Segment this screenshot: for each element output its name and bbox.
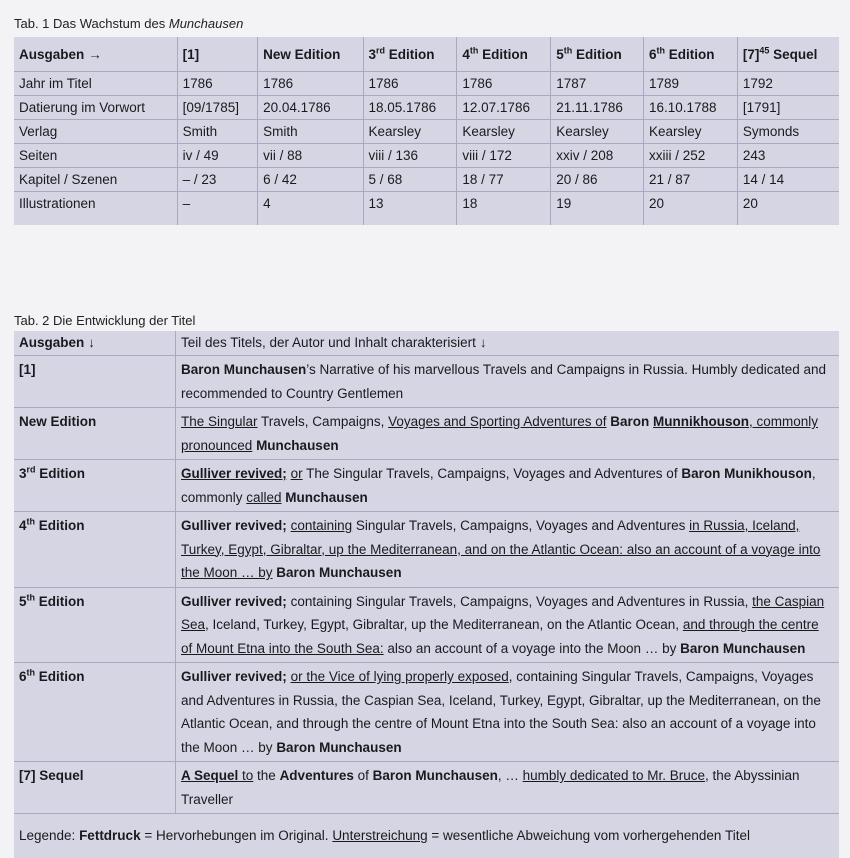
table1-header-edition: [363, 37, 457, 72]
title-segment: humbly dedicated to Mr. Bruce: [522, 768, 705, 783]
title-segment: Munnikhouson: [653, 414, 750, 429]
table1-header-row: [14, 37, 839, 72]
table-cell: [14, 215, 177, 225]
title-segment: in Russia, Iceland, Turkey, Egypt, Gibraltar, up the Mediterranean, and on the Atlantic Ocean: also an account of a voyage into the Moon … by: [181, 518, 821, 580]
table-cell: Kearsley: [551, 120, 644, 144]
table-cell: 18: [457, 192, 551, 216]
row-label: Jahr im Titel: [14, 72, 177, 96]
arrow-down-icon: ↓: [479, 335, 487, 350]
edition-cell: [14, 512, 176, 588]
edition-label: Edition: [478, 46, 528, 62]
table1-header-label: Ausgaben →: [14, 37, 177, 72]
table-cell: Kearsley: [363, 120, 457, 144]
title-segment: the Caspian Sea: [181, 593, 825, 632]
table-cell: 21 / 87: [643, 168, 737, 192]
table-cell: 21.11.1786: [551, 96, 644, 120]
title-segment: , …: [497, 768, 523, 783]
table-cell: – / 23: [177, 168, 257, 192]
title-segment: Munchausen: [252, 437, 339, 453]
edition-number: 4: [462, 46, 470, 62]
table-row: [14, 192, 839, 216]
title-cell: [176, 762, 840, 814]
table2-caption: Tab. 2 Die Entwicklung der Titel: [14, 313, 196, 328]
edition-label: Edition: [35, 466, 86, 481]
table-row: [14, 408, 839, 460]
edition-cell: [14, 408, 176, 460]
edition-number: [7] Sequel: [19, 768, 84, 783]
legend-underline-term: Unterstreichung: [332, 828, 428, 843]
table-cell: [177, 215, 257, 225]
edition-ordinal-suffix: 45: [759, 45, 770, 55]
table-cell: [737, 215, 839, 225]
table1: [14, 37, 839, 225]
title-segment: or: [290, 466, 303, 481]
title-segment: Baron: [606, 414, 654, 429]
title-segment: to: [238, 768, 254, 783]
legend: [14, 814, 839, 858]
title-segment: containing Singular Travels, Campaigns, Voyages and Adventures in Russia,: [286, 593, 753, 609]
edition-number: 5: [19, 593, 27, 609]
table-cell: 20 / 86: [551, 168, 644, 192]
title-segment: the: [253, 768, 280, 783]
title-segment: Gulliver revived;: [181, 593, 287, 609]
edition-ordinal-suffix: rd: [26, 464, 36, 475]
table-row: [14, 762, 839, 814]
title-cell: [176, 663, 840, 762]
edition-label: Edition: [35, 593, 85, 609]
table-cell: 18 / 77: [457, 168, 551, 192]
table-cell: 4: [258, 192, 363, 216]
table2: [14, 331, 839, 858]
edition-ordinal-suffix: th: [26, 516, 36, 527]
table-row: [14, 460, 839, 512]
title-segment: Gulliver revived;: [181, 466, 287, 481]
table-cell: 1789: [643, 72, 737, 96]
table-row: [14, 663, 839, 762]
table-cell: [1791]: [737, 96, 839, 120]
table-row: [14, 356, 839, 408]
title-segment: called: [246, 489, 282, 505]
legend-underline-desc: = wesentliche Abweichung vom vorhergehenden Titel: [427, 828, 750, 843]
table-cell: Kearsley: [643, 120, 737, 144]
table1-header-edition: [258, 37, 363, 72]
edition-ordinal-suffix: th: [469, 45, 479, 55]
edition-number: 3: [368, 46, 377, 62]
edition-ordinal-suffix: th: [563, 45, 573, 55]
table-row: [14, 144, 839, 168]
table-cell: Smith: [177, 120, 257, 144]
row-label: Verlag: [14, 120, 177, 144]
table-cell: 13: [363, 192, 457, 216]
edition-label: Edition: [385, 46, 435, 62]
table-cell: Symonds: [737, 120, 839, 144]
table-row: [14, 168, 839, 192]
title-segment: , commonly: [181, 466, 816, 505]
edition-label: Edition: [664, 46, 715, 62]
legend-prefix: Legende:: [19, 828, 80, 843]
edition-cell: [14, 762, 176, 814]
table2-header-editions: Ausgaben ↓: [14, 331, 176, 356]
table-cell: 20: [742, 196, 758, 211]
row-label: Kapitel / Szenen: [14, 168, 177, 192]
edition-label: Sequel: [769, 46, 818, 62]
title-segment: A Sequel: [181, 768, 239, 783]
table1-header-edition: [177, 37, 257, 72]
title-segment: Munchausen: [281, 489, 368, 505]
title-cell: [176, 356, 840, 408]
edition-number: New Edition: [263, 46, 341, 62]
title-segment: , Iceland, Turkey, Egypt, Gibraltar, up the Mediterranean, on the Atlantic Ocean,: [205, 617, 683, 632]
title-segment: Voyages and Sporting Adventures of: [388, 414, 607, 429]
row-label: Illustrationen: [14, 192, 177, 216]
edition-cell: [14, 663, 176, 762]
title-cell: [176, 587, 840, 663]
title-segment: Travels, Campaigns,: [257, 414, 389, 429]
title-segment: Adventures: [279, 768, 354, 783]
table-cell: 14 / 14: [737, 168, 839, 192]
table-cell: [643, 215, 737, 225]
table-cell: 1786: [258, 72, 363, 96]
table-cell: xxiv / 208: [551, 144, 644, 168]
table1-header-edition: [737, 37, 839, 72]
table-cell: 1786: [363, 72, 457, 96]
edition-number: New Edition: [19, 414, 97, 429]
arrow-down-icon: ↓: [88, 335, 96, 350]
table-cell: iv / 49: [177, 144, 257, 168]
table-cell: 5 / 68: [363, 168, 457, 192]
edition-label: Edition: [35, 518, 85, 533]
table1-header-edition: [551, 37, 644, 72]
table-cell: [09/1785]: [177, 96, 257, 120]
edition-ordinal-suffix: rd: [376, 45, 386, 55]
table-row: [14, 72, 839, 96]
table-cell: 243: [737, 144, 839, 168]
table-row: [14, 120, 839, 144]
title-segment: , commonly pronounced: [181, 414, 819, 453]
title-segment: The Singular Travels, Campaigns, Voyages and Adventures of: [302, 466, 682, 481]
title-segment: Singular Travels, Campaigns, Voyages and Adventures: [352, 518, 690, 533]
title-segment: , the Abyssinian Traveller: [181, 768, 800, 807]
row-label: Datierung im Vorwort: [14, 96, 177, 120]
table-cell: 6 / 42: [258, 168, 363, 192]
row-label: Seiten: [14, 144, 177, 168]
table1-header-edition: [643, 37, 737, 72]
title-segment: ’s Narrative of his marvellous Travels and Campaigns in Russia. Humbly dedicated and recommended to Country Gentlemen: [181, 362, 827, 401]
table-cell: [457, 215, 551, 225]
edition-number: [7]: [742, 46, 760, 62]
title-segment: , containing Singular Travels, Campaigns, Voyages and Adventures in Russia, the Caspian Sea, Iceland, Turkey, Egypt, Gibraltar, up the Mediterranean, on the Atlantic Ocean, and through the centre of Mount Etna into the South Sea: also an account of a voyage into the Moon … by: [181, 669, 821, 755]
edition-cell: [14, 460, 176, 512]
edition-label: Edition: [35, 669, 85, 684]
edition-number: 3: [19, 466, 27, 481]
edition-cell: [14, 356, 176, 408]
table-cell: xxiii / 252: [643, 144, 737, 168]
table2-header-title-part: Teil des Titels, der Autor und Inhalt charakterisiert ↓: [176, 331, 840, 356]
edition-number: 6: [19, 669, 27, 684]
table1-caption: Tab. 1 Das Wachstum des Munchausen: [14, 16, 244, 31]
edition-ordinal-suffix: th: [26, 592, 36, 602]
table-cell: [258, 215, 363, 225]
table-cell: 19: [551, 192, 644, 216]
title-segment: or the Vice of lying properly exposed: [290, 669, 509, 684]
table-cell: Kearsley: [457, 120, 551, 144]
table-row: [14, 587, 839, 663]
table-cell: 16.10.1788: [643, 96, 737, 120]
table-row: [14, 96, 839, 120]
title-segment: containing: [290, 518, 353, 533]
edition-number: 6: [648, 46, 657, 62]
title-segment: Gulliver revived;: [181, 669, 287, 684]
title-segment: and through the centre of Mount Etna into the South Sea:: [181, 617, 819, 656]
edition-label: Edition: [572, 46, 622, 62]
legend-bold-term: Fettdruck: [79, 828, 141, 843]
title-segment: Gulliver revived;: [181, 518, 287, 533]
table-cell: 20.04.1786: [258, 96, 363, 120]
table1-filler-row: [14, 215, 839, 225]
table-cell: –: [177, 192, 257, 216]
table-cell: viii / 172: [457, 144, 551, 168]
title-segment: of: [353, 768, 373, 783]
table-cell: vii / 88: [258, 144, 363, 168]
table1-header-edition: [457, 37, 551, 72]
table-cell: 1787: [551, 72, 644, 96]
title-cell: [176, 408, 840, 460]
table-cell: viii / 136: [363, 144, 457, 168]
edition-ordinal-suffix: th: [656, 45, 665, 55]
title-segment: Baron Munchausen: [680, 640, 806, 656]
title-segment: Baron Munchausen: [276, 739, 402, 755]
table-cell: [551, 215, 644, 225]
arrow-right-icon: →: [88, 46, 102, 62]
table-cell: 1792: [737, 72, 839, 96]
title-segment: also an account of a voyage into the Moon … by: [383, 640, 681, 656]
title-segment: The Singular: [181, 414, 258, 429]
table-cell: [363, 215, 457, 225]
table-cell: 18.05.1786: [363, 96, 457, 120]
table-row: [14, 512, 839, 588]
edition-number: [1]: [19, 362, 36, 377]
table-cell: 1786: [177, 72, 257, 96]
edition-number: 5: [556, 46, 564, 62]
table-cell: 20: [643, 192, 737, 216]
table-cell: 12.07.1786: [457, 96, 551, 120]
legend-bold-desc: = Hervorhebungen im Original.: [140, 828, 333, 843]
table2-header-row: [14, 331, 839, 356]
table-cell: 1786: [457, 72, 551, 96]
table-cell: Smith: [258, 120, 363, 144]
edition-cell: [14, 587, 176, 663]
edition-number: [1]: [182, 46, 200, 62]
title-segment: Baron Munchausen: [272, 565, 402, 580]
title-segment: Baron Munchausen: [181, 362, 307, 377]
title-cell: [176, 460, 840, 512]
title-segment: Baron Munchausen: [372, 768, 498, 783]
title-cell: [176, 512, 840, 588]
title-segment: Baron Munikhouson: [681, 466, 812, 481]
edition-ordinal-suffix: th: [26, 667, 36, 678]
edition-number: 4: [19, 518, 27, 533]
legend-row: [14, 814, 839, 858]
